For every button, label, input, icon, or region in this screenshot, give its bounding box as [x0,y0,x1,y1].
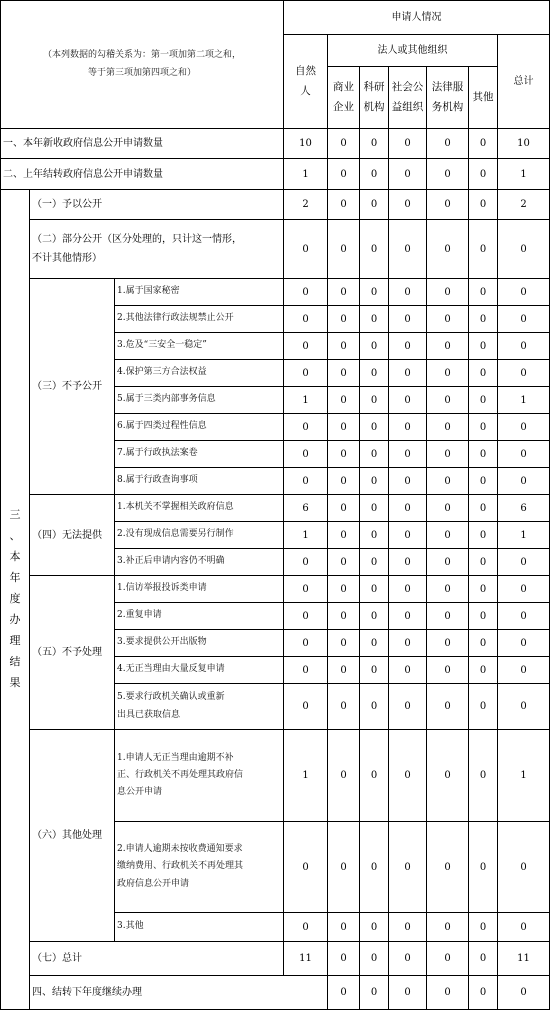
cell-research: 0 [360,822,389,913]
cell-social: 0 [389,279,427,306]
cell-legal-service: 0 [427,279,469,306]
cell-other: 0 [469,468,498,495]
cell-research: 0 [360,603,389,630]
cell-commercial: 0 [328,495,360,522]
cell-social: 0 [389,220,427,279]
group-label-no-process: （五）不予处理 [30,576,115,730]
cell-total: 0 [498,822,550,913]
checksum-note-line1: （本列数据的勾稽关系为：第一项加第二项之和， [42,50,241,61]
sub-label: 1.本机关不掌握相关政府信息 [115,495,284,522]
cell-other: 0 [469,279,498,306]
sub-label: 8.属于行政查询事项 [115,468,284,495]
vertical-char: 、 [9,529,21,543]
cell-commercial: 0 [328,603,360,630]
cell-other: 0 [469,913,498,942]
cell-other: 0 [469,220,498,279]
cell-natural-person: 0 [284,603,328,630]
cell-social: 0 [389,549,427,576]
cell-research: 0 [360,730,389,822]
sub-label: 2.其他法律行政法规禁止公开 [115,306,284,333]
cell-natural-person: 1 [284,522,328,549]
research-institution-header [360,67,389,129]
cell-social: 0 [389,159,427,190]
sub-label-line1: 2.申请人逾期未按收费通知要求 [117,844,243,855]
cell-research: 0 [360,441,389,468]
row-label: （一）予以公开 [30,190,284,220]
cell-natural-person: 0 [328,976,360,1010]
cell-research: 0 [360,220,389,279]
sub-label-line1: 1.申请人无正当理由逾期不补 [117,752,234,763]
cell-social: 0 [389,468,427,495]
total-header: 总计 [498,35,550,129]
cell-research: 0 [360,942,389,976]
cell-research: 0 [360,913,389,942]
cell-total: 0 [498,657,550,684]
cell-social: 0 [389,306,427,333]
cell-total: 0 [498,220,550,279]
table-row [1,279,550,306]
cell-legal-service: 0 [427,220,469,279]
cell-social: 0 [389,822,427,913]
cell-research: 0 [360,190,389,220]
cell-social: 0 [389,414,427,441]
cell-legal-service: 0 [427,190,469,220]
cell-social: 0 [389,333,427,360]
cell-other: 0 [469,190,498,220]
cell-other: 0 [469,657,498,684]
cell-commercial: 0 [328,129,360,159]
cell-natural-person: 0 [284,414,328,441]
commercial-line1: 商业 [333,80,354,93]
legal-service-line1: 法律服 [431,80,464,93]
row-label: 一、本年新收政府信息公开申请数量 [1,129,284,159]
cell-research: 0 [360,549,389,576]
cell-total: 10 [498,129,550,159]
cell-social: 0 [389,684,427,730]
cell-social: 0 [389,495,427,522]
cell-total: 1 [498,730,550,822]
row-label [30,220,284,279]
cell-other: 0 [469,522,498,549]
legal-service-org-header [427,67,469,129]
cell-commercial: 0 [328,159,360,190]
cell-total: 1 [498,159,550,190]
cell-social: 0 [389,942,427,976]
cell-natural-person: 0 [284,657,328,684]
sub-label-line3: 政府信息公开申请 [117,878,190,889]
cell-commercial: 0 [360,976,389,1010]
cell-legal-service: 0 [427,942,469,976]
table-row [1,129,550,159]
cell-legal-service: 0 [427,522,469,549]
cell-legal-service: 0 [427,441,469,468]
cell-legal-service: 0 [427,360,469,387]
cell-research: 0 [360,522,389,549]
cell-legal-service: 0 [427,730,469,822]
cell-total: 0 [498,468,550,495]
cell-other: 0 [469,630,498,657]
row-label: 四、结转下年度继续办理 [30,976,328,1010]
cell-natural-person: 1 [284,730,328,822]
cell-natural-person: 0 [284,360,328,387]
cell-social: 0 [427,976,469,1010]
cell-research: 0 [360,360,389,387]
cell-legal-service: 0 [427,822,469,913]
cell-legal-service: 0 [427,913,469,942]
cell-commercial: 0 [328,913,360,942]
cell-research: 0 [360,414,389,441]
sub-label: 2.没有现成信息需要另行制作 [115,522,284,549]
cell-natural-person: 11 [284,942,328,976]
cell-total: 0 [498,306,550,333]
cell-other: 0 [469,576,498,603]
cell-commercial: 0 [328,942,360,976]
cell-social: 0 [389,657,427,684]
cell-total: 0 [498,603,550,630]
social-line2: 益组织 [391,100,424,113]
cell-legal-service: 0 [427,576,469,603]
cell-social: 0 [389,190,427,220]
legal-person-org-header: 法人或其他组织 [328,35,498,67]
cell-total: 0 [498,279,550,306]
row-label: （七）总计 [30,942,284,976]
checksum-note-line2: 等于第三项加第四项之和） [87,67,196,78]
cell-social: 0 [389,441,427,468]
table-row [1,159,550,190]
cell-commercial: 0 [328,414,360,441]
group-label-refuse: （三）不予公开 [30,279,115,495]
sub-label-line2: 缴纳费用、行政机关不再处理其 [117,861,244,872]
table-row [1,730,550,822]
table-row [1,190,550,220]
cell-research: 0 [360,279,389,306]
legal-service-line2: 务机构 [431,100,464,113]
vertical-char: 三 [9,508,21,522]
cell-legal-service: 0 [427,159,469,190]
sub-label-line2: 出具已获取信息 [117,709,181,720]
sub-label: 3.补正后申请内容仍不明确 [115,549,284,576]
row-label-line2: 不计其他情形） [32,253,102,264]
cell-total: 0 [498,333,550,360]
natural-person-line1: 自然 [295,64,316,77]
cell-research: 0 [360,657,389,684]
cell-total: 0 [498,630,550,657]
row-label: 二、上年结转政府信息公开申请数量 [1,159,284,190]
cell-social: 0 [389,603,427,630]
cell-total: 0 [498,441,550,468]
applicant-situation-header: 申请人情况 [284,1,550,35]
sub-label-line2: 正、行政机关不再处理其政府信 [117,769,244,780]
cell-social: 0 [389,730,427,822]
group-label-unable: （四）无法提供 [30,495,115,576]
cell-total: 0 [498,549,550,576]
commercial-enterprise-header [328,67,360,129]
cell-other: 0 [469,159,498,190]
cell-social: 0 [389,630,427,657]
cell-commercial: 0 [328,822,360,913]
cell-commercial: 0 [328,576,360,603]
sub-label: 5.属于三类内部事务信息 [115,387,284,414]
cell-legal-service: 0 [427,387,469,414]
social-welfare-org-header [389,67,427,129]
cell-total: 0 [498,913,550,942]
sub-label: 6.属于四类过程性信息 [115,414,284,441]
sub-label: 7.属于行政执法案卷 [115,441,284,468]
cell-other: 0 [498,976,550,1010]
cell-natural-person: 0 [284,279,328,306]
vertical-char: 本 [9,550,21,564]
natural-person-line2: 人 [300,84,311,97]
sub-label [115,822,284,913]
cell-other: 0 [469,730,498,822]
cell-natural-person: 0 [284,913,328,942]
natural-person-header [284,35,328,129]
cell-other: 0 [469,942,498,976]
cell-natural-person: 1 [284,387,328,414]
social-line1: 社会公 [391,80,424,93]
research-line1: 科研 [363,80,385,93]
sub-label: 1.属于国家秘密 [115,279,284,306]
cell-legal-service: 0 [427,630,469,657]
cell-legal-service: 0 [427,603,469,630]
cell-commercial: 0 [328,387,360,414]
cell-research: 0 [360,468,389,495]
cell-total: 0 [498,414,550,441]
cell-natural-person: 6 [284,495,328,522]
cell-commercial: 0 [328,279,360,306]
cell-other: 0 [469,333,498,360]
cell-natural-person: 0 [284,333,328,360]
cell-total: 0 [498,684,550,730]
cell-natural-person: 1 [284,159,328,190]
research-line2: 机构 [363,100,385,113]
cell-research: 0 [360,576,389,603]
cell-natural-person: 0 [284,576,328,603]
cell-legal-service: 0 [427,549,469,576]
cell-total: 2 [498,190,550,220]
cell-research: 0 [360,306,389,333]
cell-research: 0 [360,630,389,657]
sub-label: 2.重复申请 [115,603,284,630]
cell-social: 0 [389,576,427,603]
cell-natural-person: 0 [284,684,328,730]
cell-legal-service: 0 [427,414,469,441]
cell-research: 0 [360,159,389,190]
cell-other: 0 [469,822,498,913]
cell-commercial: 0 [328,657,360,684]
vertical-char: 年 [9,571,21,585]
sub-label-line1: 5.要求行政机关确认或重新 [117,692,225,703]
vertical-char: 结 [9,654,21,668]
cell-commercial: 0 [328,441,360,468]
cell-research: 0 [360,333,389,360]
sub-label: 3.危及“三安全一稳定” [115,333,284,360]
cell-total: 6 [498,495,550,522]
cell-research: 0 [360,684,389,730]
table-row [1,576,550,603]
cell-other: 0 [469,495,498,522]
table-row [1,220,550,279]
cell-natural-person: 0 [284,630,328,657]
cell-total: 11 [498,942,550,976]
sub-label: 1.信访举报投诉类申请 [115,576,284,603]
cell-other: 0 [469,549,498,576]
cell-legal-service: 0 [427,129,469,159]
cell-commercial: 0 [328,684,360,730]
cell-social: 0 [389,129,427,159]
other-header: 其他 [469,67,498,129]
cell-natural-person: 0 [284,220,328,279]
sub-label-line3: 息公开申请 [117,787,163,798]
cell-legal-service: 0 [469,976,498,1010]
table-row [1,495,550,522]
cell-commercial: 0 [328,220,360,279]
cell-commercial: 0 [328,522,360,549]
sub-label: 4.保护第三方合法权益 [115,360,284,387]
cell-legal-service: 0 [427,684,469,730]
cell-social: 0 [389,360,427,387]
cell-total: 0 [498,576,550,603]
cell-commercial: 0 [328,730,360,822]
sub-label: 3.要求提供公开出版物 [115,630,284,657]
table-row [1,942,550,976]
sub-label [115,730,284,822]
cell-other: 0 [469,360,498,387]
cell-legal-service: 0 [427,333,469,360]
table-row [1,976,550,1010]
cell-other: 0 [469,684,498,730]
group-label-other-handling: （六）其他处理 [30,730,115,942]
cell-social: 0 [389,913,427,942]
cell-natural-person: 0 [284,441,328,468]
cell-social: 0 [389,522,427,549]
cell-commercial: 0 [328,190,360,220]
cell-commercial: 0 [328,360,360,387]
cell-legal-service: 0 [427,468,469,495]
cell-social: 0 [389,387,427,414]
vertical-char: 办 [9,612,21,626]
cell-commercial: 0 [328,549,360,576]
sub-label: 4.无正当理由大量反复申请 [115,657,284,684]
cell-natural-person: 0 [284,822,328,913]
cell-total: 0 [498,360,550,387]
cell-other: 0 [469,441,498,468]
cell-commercial: 0 [328,306,360,333]
sub-label [115,684,284,730]
cell-commercial: 0 [328,333,360,360]
cell-legal-service: 0 [427,495,469,522]
cell-natural-person: 0 [284,549,328,576]
vertical-char: 理 [9,633,21,647]
cell-legal-service: 0 [427,657,469,684]
cell-research: 0 [360,495,389,522]
cell-other: 0 [469,414,498,441]
vertical-char: 度 [9,592,21,606]
cell-natural-person: 0 [284,468,328,495]
cell-natural-person: 10 [284,129,328,159]
row-label-line1: （二）部分公开（区分处理的，只计这一情形， [32,234,242,245]
cell-legal-service: 0 [427,306,469,333]
checksum-note [1,1,284,129]
cell-total: 1 [498,387,550,414]
sub-label: 3.其他 [115,913,284,942]
cell-research: 0 [360,129,389,159]
cell-other: 0 [469,129,498,159]
cell-other: 0 [469,306,498,333]
section-3-vertical-label [1,190,30,1010]
cell-total: 1 [498,522,550,549]
cell-natural-person: 0 [284,306,328,333]
cell-research: 0 [360,387,389,414]
vertical-char: 果 [9,675,21,689]
cell-natural-person: 2 [284,190,328,220]
cell-commercial: 0 [328,468,360,495]
cell-other: 0 [469,387,498,414]
cell-research: 0 [389,976,427,1010]
cell-commercial: 0 [328,630,360,657]
commercial-line2: 企业 [333,100,354,113]
cell-other: 0 [469,603,498,630]
